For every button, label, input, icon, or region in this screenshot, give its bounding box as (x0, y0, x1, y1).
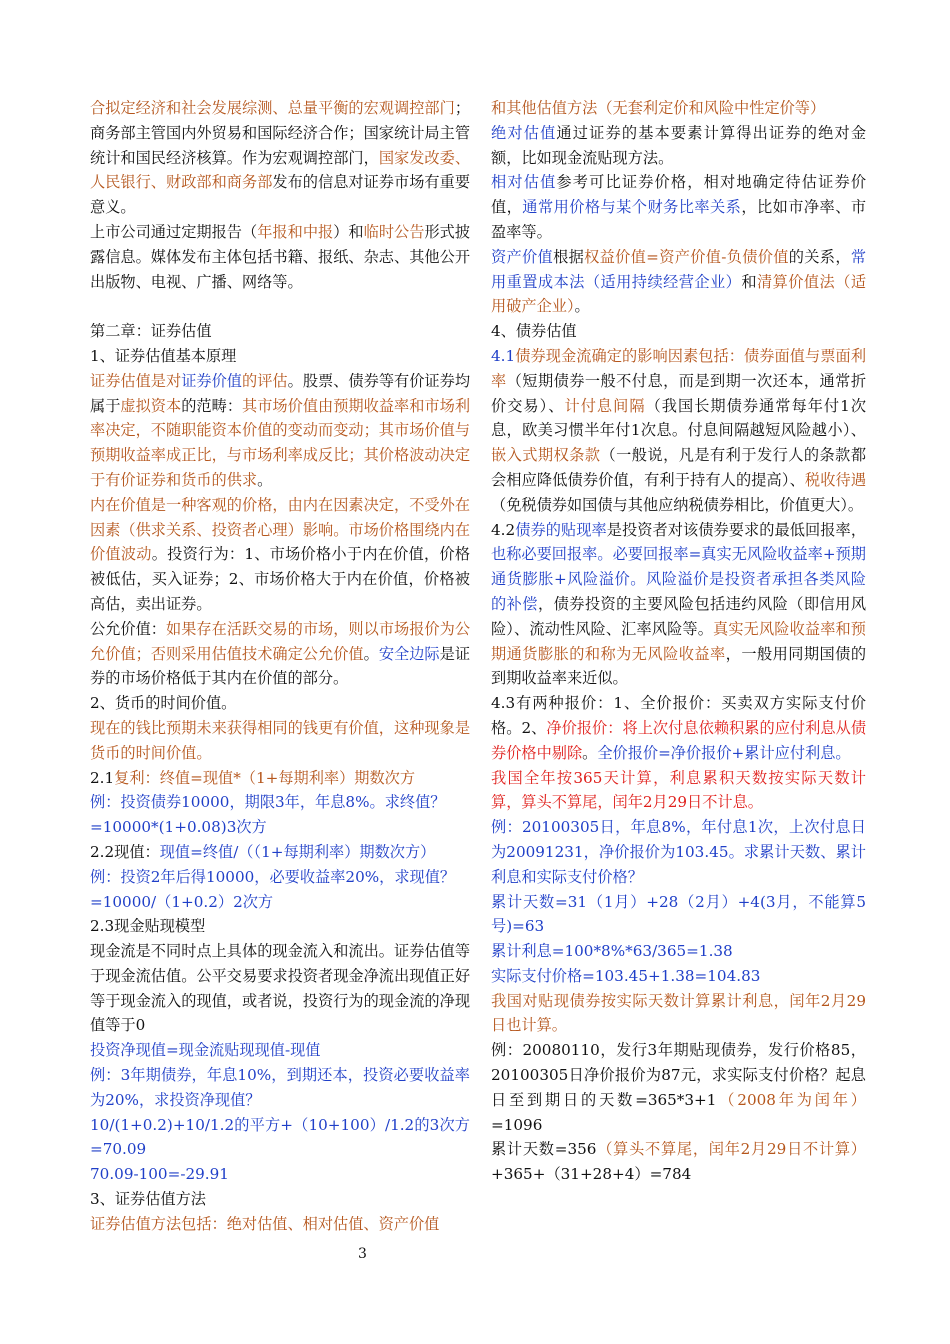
paragraph (491, 691, 866, 765)
text-run: 4.3有两种报价：1、全价报价：买卖双方实际支付价格。2、 (491, 694, 866, 737)
text-run: 和 (741, 272, 757, 291)
text-run: 国家发改委、人民银行、财政部和商务部 (90, 148, 471, 192)
text-run: 我国全年按365天计算，利息累积天数按实际天数计算，算头不算尾，闰年2月29日不计息。 (491, 768, 866, 812)
text-run: 。投资行为：1、市场价格小于内在价值，价格被低估，买入证券；2、市场价格大于内在价值，价格被高估，卖出证券。 (90, 545, 471, 613)
text-run: 2.1 (90, 768, 115, 787)
text-run: 证券估值是对 (90, 371, 182, 390)
paragraph (90, 1212, 470, 1237)
text-run: 证券估值方法包括：绝对估值、相对估值、资产价值 (90, 1214, 440, 1233)
text-run: 现在的钱比预期未来获得相同的钱更有价值，这种现象是货币的时间价值。 (90, 718, 470, 762)
text-run: 安全边际 (378, 644, 440, 663)
text-run: 也称必要回报率。必要回报率=真实无风险收益率+预期通货膨胀+风险溢价。风险溢价是投资者承担各类风险的补偿 (491, 545, 866, 613)
paragraph (90, 369, 470, 493)
paragraph (90, 939, 470, 1038)
paragraph (90, 691, 470, 716)
paragraph (90, 96, 470, 220)
text-run: =1096 (491, 1115, 543, 1134)
paragraph (491, 1038, 866, 1137)
text-run: 的评估 (242, 371, 288, 390)
text-run: 的范畴： (181, 396, 243, 415)
text-run: 3、证券估值方法 (90, 1190, 206, 1209)
text-run: 例：20100305日，年息8%，年付息1次，上次付息日为20091231，净价报价为103.45。求累计天数、累计利息和实际支付价格？ (491, 818, 866, 886)
text-run: 是证券的市场价格低于其内在价值的部分。 (90, 644, 471, 688)
text-run: 公允价值： (90, 619, 167, 638)
paragraph (90, 1038, 470, 1063)
text-run: 是投资者对该债券要求的最低回报率， (606, 520, 867, 539)
paragraph (90, 1113, 470, 1163)
text-run: 。 (363, 644, 379, 663)
text-run: 上市公司通过定期报告（ (90, 222, 258, 241)
paragraph (90, 220, 470, 294)
paragraph (90, 716, 470, 766)
text-run: 根据 (553, 247, 585, 266)
text-run: 累计天数=356 (491, 1140, 597, 1159)
paragraph (491, 989, 866, 1039)
paragraph-gap (90, 294, 470, 319)
text-run: 形式披露信息。媒体发布主体包括书籍、报纸、杂志、其他公开出版物、电视、广播、网络等。 (90, 222, 471, 291)
text-run: ，债券投资的主要风险包括违约风险（即信用风险）、流动性风险、汇率风险等。 (491, 594, 867, 638)
paragraph (90, 344, 470, 369)
text-run: 权益价值=资产价值-负债价值 (584, 247, 789, 266)
text-run: 清算价值法（适用破产企业） (491, 272, 867, 316)
text-run: （算头不算尾，闰年2月29日不计算） (596, 1140, 866, 1159)
text-run: ；商务部主管国内外贸易和国际经济合作；国家统计局主管统计和国民经济核算。作为宏观调控部门， (90, 99, 470, 167)
text-run: 临时公告 (363, 222, 425, 241)
paragraph (491, 170, 866, 244)
paragraph (491, 815, 866, 889)
text-run: 债券现金流确定的影响因素包括：债券面值与票面利率 (491, 346, 866, 390)
text-run: 2.2现值： (90, 842, 160, 861)
text-run: 。股票、债券等有价证券均属于 (90, 371, 471, 415)
text-run: 1、证券估值基本原理 (90, 346, 237, 365)
text-run: 4.2 (491, 520, 516, 539)
paragraph (491, 344, 866, 518)
text-run: 累计天数=31（1月）+28（2月）+4(3月，不能算5号)=63 (491, 892, 866, 936)
text-run: +365+（31+28+4）=784 (491, 1165, 692, 1184)
right-column (491, 96, 866, 1187)
paragraph (90, 890, 470, 915)
text-run: （短期债券一般不付息，而是到期一次还本，通常折价交易）、 (491, 371, 867, 415)
paragraph (491, 96, 866, 121)
paragraph (90, 1162, 470, 1187)
paragraph (90, 1187, 470, 1212)
paragraph (491, 766, 866, 816)
text-run: 通常用价格与某个财务比率关系 (522, 198, 742, 217)
paragraph (90, 766, 470, 791)
text-run: 4、债券估值 (491, 322, 577, 341)
paragraph (491, 245, 866, 319)
page-number: 3 (358, 1246, 367, 1262)
text-run: 例：20080110，发行3年期贴现债券，发行价格85，20100305日净价报价为87元，求实际支付价格？起息日至到期日的天数=365*3+1 (491, 1041, 866, 1109)
paragraph (90, 493, 470, 617)
text-run: 常用重置成本法（适用持续经营企业） (491, 247, 867, 291)
paragraph (90, 1063, 470, 1113)
text-run: 70.09-100=-29.91 (90, 1165, 229, 1184)
text-run: 。 (574, 297, 590, 316)
text-run: 嵌入式期权条款 (491, 446, 601, 465)
paragraph (491, 518, 866, 692)
text-run: 现值=终值/（（1+每期利率）期数次方） (159, 842, 436, 861)
text-run: ，一般用同期国债的到期收益率来近似。 (491, 644, 867, 688)
text-run: 的关系， (788, 247, 851, 266)
text-run: 实际支付价格=103.45+1.38=104.83 (491, 966, 761, 985)
text-run: 债券的贴现率 (515, 520, 607, 539)
text-run: 投资净现值=现金流贴现现值-现值 (90, 1041, 321, 1060)
text-run: =10000*(1+0.08)3次方 (90, 818, 267, 837)
text-run: 通过证券的基本要素计算得出证券的绝对金额，比如现金流贴现方法。 (491, 123, 867, 167)
text-run: 虚拟资本 (120, 396, 182, 415)
text-run: 参考可比证券价格，相对地确定待估证券价值， (491, 173, 867, 217)
paragraph (491, 121, 866, 171)
paragraph (90, 914, 470, 939)
paragraph (90, 865, 470, 890)
text-run: （2008年为闰年） (716, 1090, 866, 1109)
text-run: 和其他估值方法（无套利定价和风险中性定价等） (491, 99, 826, 117)
text-run: 合拟定经济和社会发展综测、总量平衡的宏观调控部门 (90, 99, 455, 117)
paragraph (491, 1137, 866, 1187)
paragraph (491, 964, 866, 989)
text-run: 例：投资2年后得10000，必要收益率20%，求现值？ (90, 867, 456, 886)
text-run: 例：3年期债券，年息10%，到期还本，投资必要收益率为20%，求投资净现值？ (90, 1066, 470, 1109)
text-run: 。 (582, 743, 598, 762)
text-run: （一般说，凡是有利于发行人的条款都会相应降低债券价值，有利于持有人的提高）、 (491, 446, 867, 489)
text-run: 累计利息=100*8%*63/365=1.38 (491, 942, 733, 961)
paragraph (491, 939, 866, 964)
text-run: 相对估值 (491, 173, 557, 192)
text-run: 如果存在活跃交易的市场，则以市场报价为公允价值；否则采用估值技术确定公允价值 (90, 619, 471, 663)
text-run: 第二章：证券估值 (90, 322, 212, 341)
paragraph (491, 890, 866, 940)
text-run: 计付息间隔 (564, 396, 646, 415)
text-run: 资产价值 (491, 247, 554, 266)
text-run: 净价报价：将上次付息依赖积累的应付利息从债券价格中剔除 (491, 718, 867, 762)
text-run: 我国对贴现债券按实际天数计算累计利息，闰年2月29日也计算。 (491, 991, 866, 1035)
text-run: 现金流是不同时点上具体的现金流入和流出。证券估值等于现金流估值。公平交易要求投资者现金净流出现值正好等于现金流入的现值，或者说，投资行为的现金流的净现值等于0 (90, 942, 470, 1035)
text-run: 10/(1+0.2)+10/1.2的平方+（10+100）/1.2的3次方=70.09 (90, 1115, 470, 1159)
left-column (90, 96, 470, 1237)
paragraph (90, 840, 470, 865)
text-run: 绝对估值 (491, 123, 557, 142)
text-run: 内在价值是一种客观的价格，由内在因素决定，不受外在因素（供求关系、投资者心理）影响。市场价格围绕内在价值波动 (90, 495, 470, 564)
text-run: 2、货币的时间价值。 (90, 694, 237, 713)
text-run: =10000/（1+0.2）2次方 (90, 892, 274, 911)
text-run: ）和 (333, 222, 364, 241)
text-run: 全价报价=净价报价+累计应付利息。 (597, 743, 851, 762)
text-run: （免税债券如国债与其他应纳税债券相比，价值更大）。 (491, 495, 864, 514)
text-run: 证券价值 (181, 371, 243, 390)
text-run: 复利：终值=现值*（1+每期利率）期数次方 (114, 768, 416, 787)
text-run: 税收待遇 (804, 470, 867, 489)
text-run: 其市场价值由预期收益率和市场利率决定，不随职能资本价值的变动而变动；其市场价值与预期收益率成正比，与市场利率成反比；其价格波动决定于有价证券和货币的供求 (90, 396, 471, 489)
text-run: 例：投资债券10000，期限3年，年息8%。求终值？ (90, 793, 446, 812)
text-run: 真实无风险收益率和预期通货膨胀的和称为无风险收益率 (491, 619, 866, 663)
paragraph (90, 815, 470, 840)
text-run: 。 (257, 470, 273, 489)
paragraph (90, 790, 470, 815)
paragraph (491, 319, 866, 344)
text-run: （我国长期债券通常每年付1次息，欧美习惯半年付1次息。付息间隔越短风险越小）、 (491, 396, 867, 440)
text-run: 发布的信息对证券市场有重要意义。 (90, 173, 471, 217)
text-run: 4.1 (491, 346, 516, 365)
paragraph (90, 319, 470, 344)
text-run: 2.3现金贴现模型 (90, 917, 206, 936)
text-run: 年报和中报 (257, 222, 334, 241)
text-run: ，比如市净率、市盈率等。 (491, 198, 867, 241)
paragraph (90, 617, 470, 691)
